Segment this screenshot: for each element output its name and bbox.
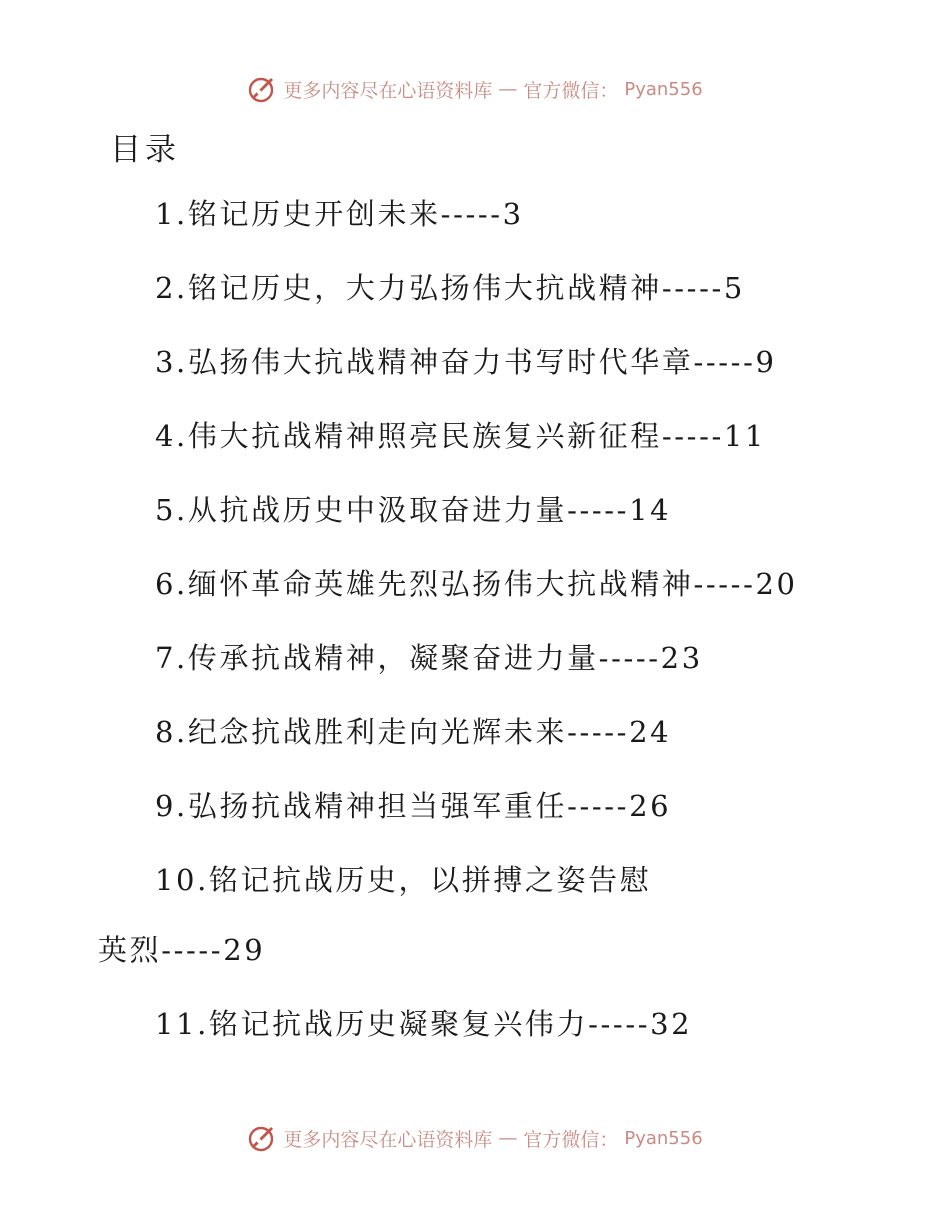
watermark-text: 更多内容尽在心语资料库 — [283, 79, 493, 102]
toc-item: 5.从抗战历史中汲取奋进力量-----14 — [155, 493, 672, 527]
toc-item: 1.铭记历史开创未来-----3 — [155, 197, 524, 231]
toc-item: 7.传承抗战精神，凝聚奋进力量-----23 — [155, 641, 703, 675]
toc-item: 3.弘扬伟大抗战精神奋力书写时代华章-----9 — [155, 345, 777, 379]
pen-logo-icon — [247, 1123, 277, 1153]
table-of-contents — [0, 196, 950, 1080]
footer-watermark — [0, 1123, 950, 1153]
header-watermark — [0, 74, 950, 104]
watermark-separator: — — [498, 78, 518, 100]
toc-item: 9.弘扬抗战精神担当强军重任-----26 — [155, 789, 672, 823]
watermark-separator: — — [498, 1127, 518, 1149]
toc-item: 2.铭记历史，大力弘扬伟大抗战精神-----5 — [155, 271, 745, 305]
toc-item: 10.铭记抗战历史，以拼搏之姿告慰英烈-----29 — [98, 863, 652, 967]
pen-logo-icon — [247, 74, 277, 104]
watermark-wechat-id: Pyan556 — [624, 1127, 703, 1149]
toc-item: 8.纪念抗战胜利走向光辉未来-----24 — [155, 715, 672, 749]
toc-title: 目录 — [110, 132, 180, 168]
watermark-wechat-id: Pyan556 — [624, 78, 703, 100]
toc-item: 11.铭记抗战历史凝聚复兴伟力-----32 — [155, 1007, 693, 1041]
toc-item: 4.伟大抗战精神照亮民族复兴新征程-----11 — [155, 419, 766, 453]
watermark-text: 更多内容尽在心语资料库 — [283, 1128, 493, 1151]
watermark-suffix: 官方微信： — [523, 1128, 619, 1151]
toc-item: 6.缅怀革命英雄先烈弘扬伟大抗战精神-----20 — [155, 567, 798, 601]
watermark-suffix: 官方微信： — [523, 79, 619, 102]
